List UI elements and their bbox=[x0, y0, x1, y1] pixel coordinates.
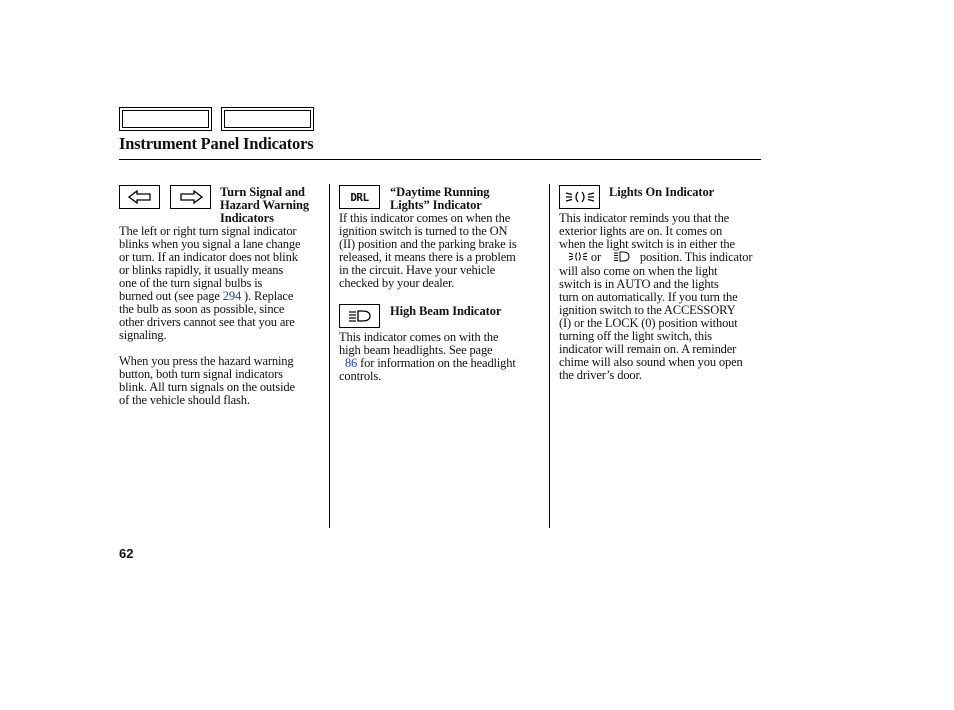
left-arrow-icon bbox=[128, 190, 152, 204]
high-beam-text: This indicator comes on with the high beam headlights. See page 86 for information on the headlight controls. bbox=[339, 330, 516, 383]
page-ref-link-86[interactable]: 86 bbox=[344, 356, 358, 370]
high-beam-indicator bbox=[339, 304, 380, 328]
page-number: 62 bbox=[119, 546, 134, 561]
turn-signal-text: The left or right turn signal indicator blinks when you signal a lane change or turn. If an indicator does not blink or blinks rapidly, it usually means one of the turn signal bulbs is burned out (see page 294 ). Replace the bulb as soon as possible, since other drivers cannot see that you are signaling. When you press the hazard warning button, both turn signal indicators blink. All turn signals on the outside of the vehicle should flash. bbox=[119, 224, 301, 407]
right-arrow-icon bbox=[179, 190, 203, 204]
turn-signal-heading: Turn Signal and Hazard Warning Indicators bbox=[220, 185, 310, 225]
lights-on-indicator bbox=[559, 185, 600, 209]
drl-icon: DRL bbox=[350, 190, 369, 204]
column-divider-1 bbox=[329, 184, 330, 528]
parking-light-icon bbox=[568, 251, 588, 265]
turn-left-indicator bbox=[119, 185, 160, 209]
headlight-icon bbox=[613, 251, 631, 265]
nav-tab-1[interactable] bbox=[119, 107, 212, 131]
nav-tab-2[interactable] bbox=[221, 107, 314, 131]
lights-on-icon bbox=[564, 189, 596, 205]
lights-on-text: This indicator reminds you that the exterior lights are on. It comes on when the light switch is in either the or position. This indicator will also come on when the light switch is in AUTO and the lights turn on automatically. If you turn the ignition switch to the ACCESSORY (I) or the LOCK (0) position without turning off the light switch, this indicator will remain on. A reminder chime will also sound when you open the driver’s door. bbox=[559, 211, 753, 383]
column-divider-2 bbox=[549, 184, 550, 528]
drl-heading: “Daytime Running Lights” Indicator bbox=[390, 185, 490, 212]
high-beam-icon bbox=[347, 309, 373, 323]
page-ref-link-294[interactable]: 294 bbox=[222, 289, 242, 303]
high-beam-heading: High Beam Indicator bbox=[390, 304, 502, 318]
drl-text: If this indicator comes on when the ignition switch is turned to the ON (II) position and the parking brake is released, it means there is a problem in the circuit. Have your vehicle checked by your dealer. bbox=[339, 211, 517, 290]
lights-on-heading: Lights On Indicator bbox=[609, 185, 715, 199]
page-title: Instrument Panel Indicators bbox=[119, 134, 314, 153]
drl-indicator bbox=[339, 185, 380, 209]
turn-right-indicator bbox=[170, 185, 211, 209]
title-rule bbox=[119, 159, 761, 160]
